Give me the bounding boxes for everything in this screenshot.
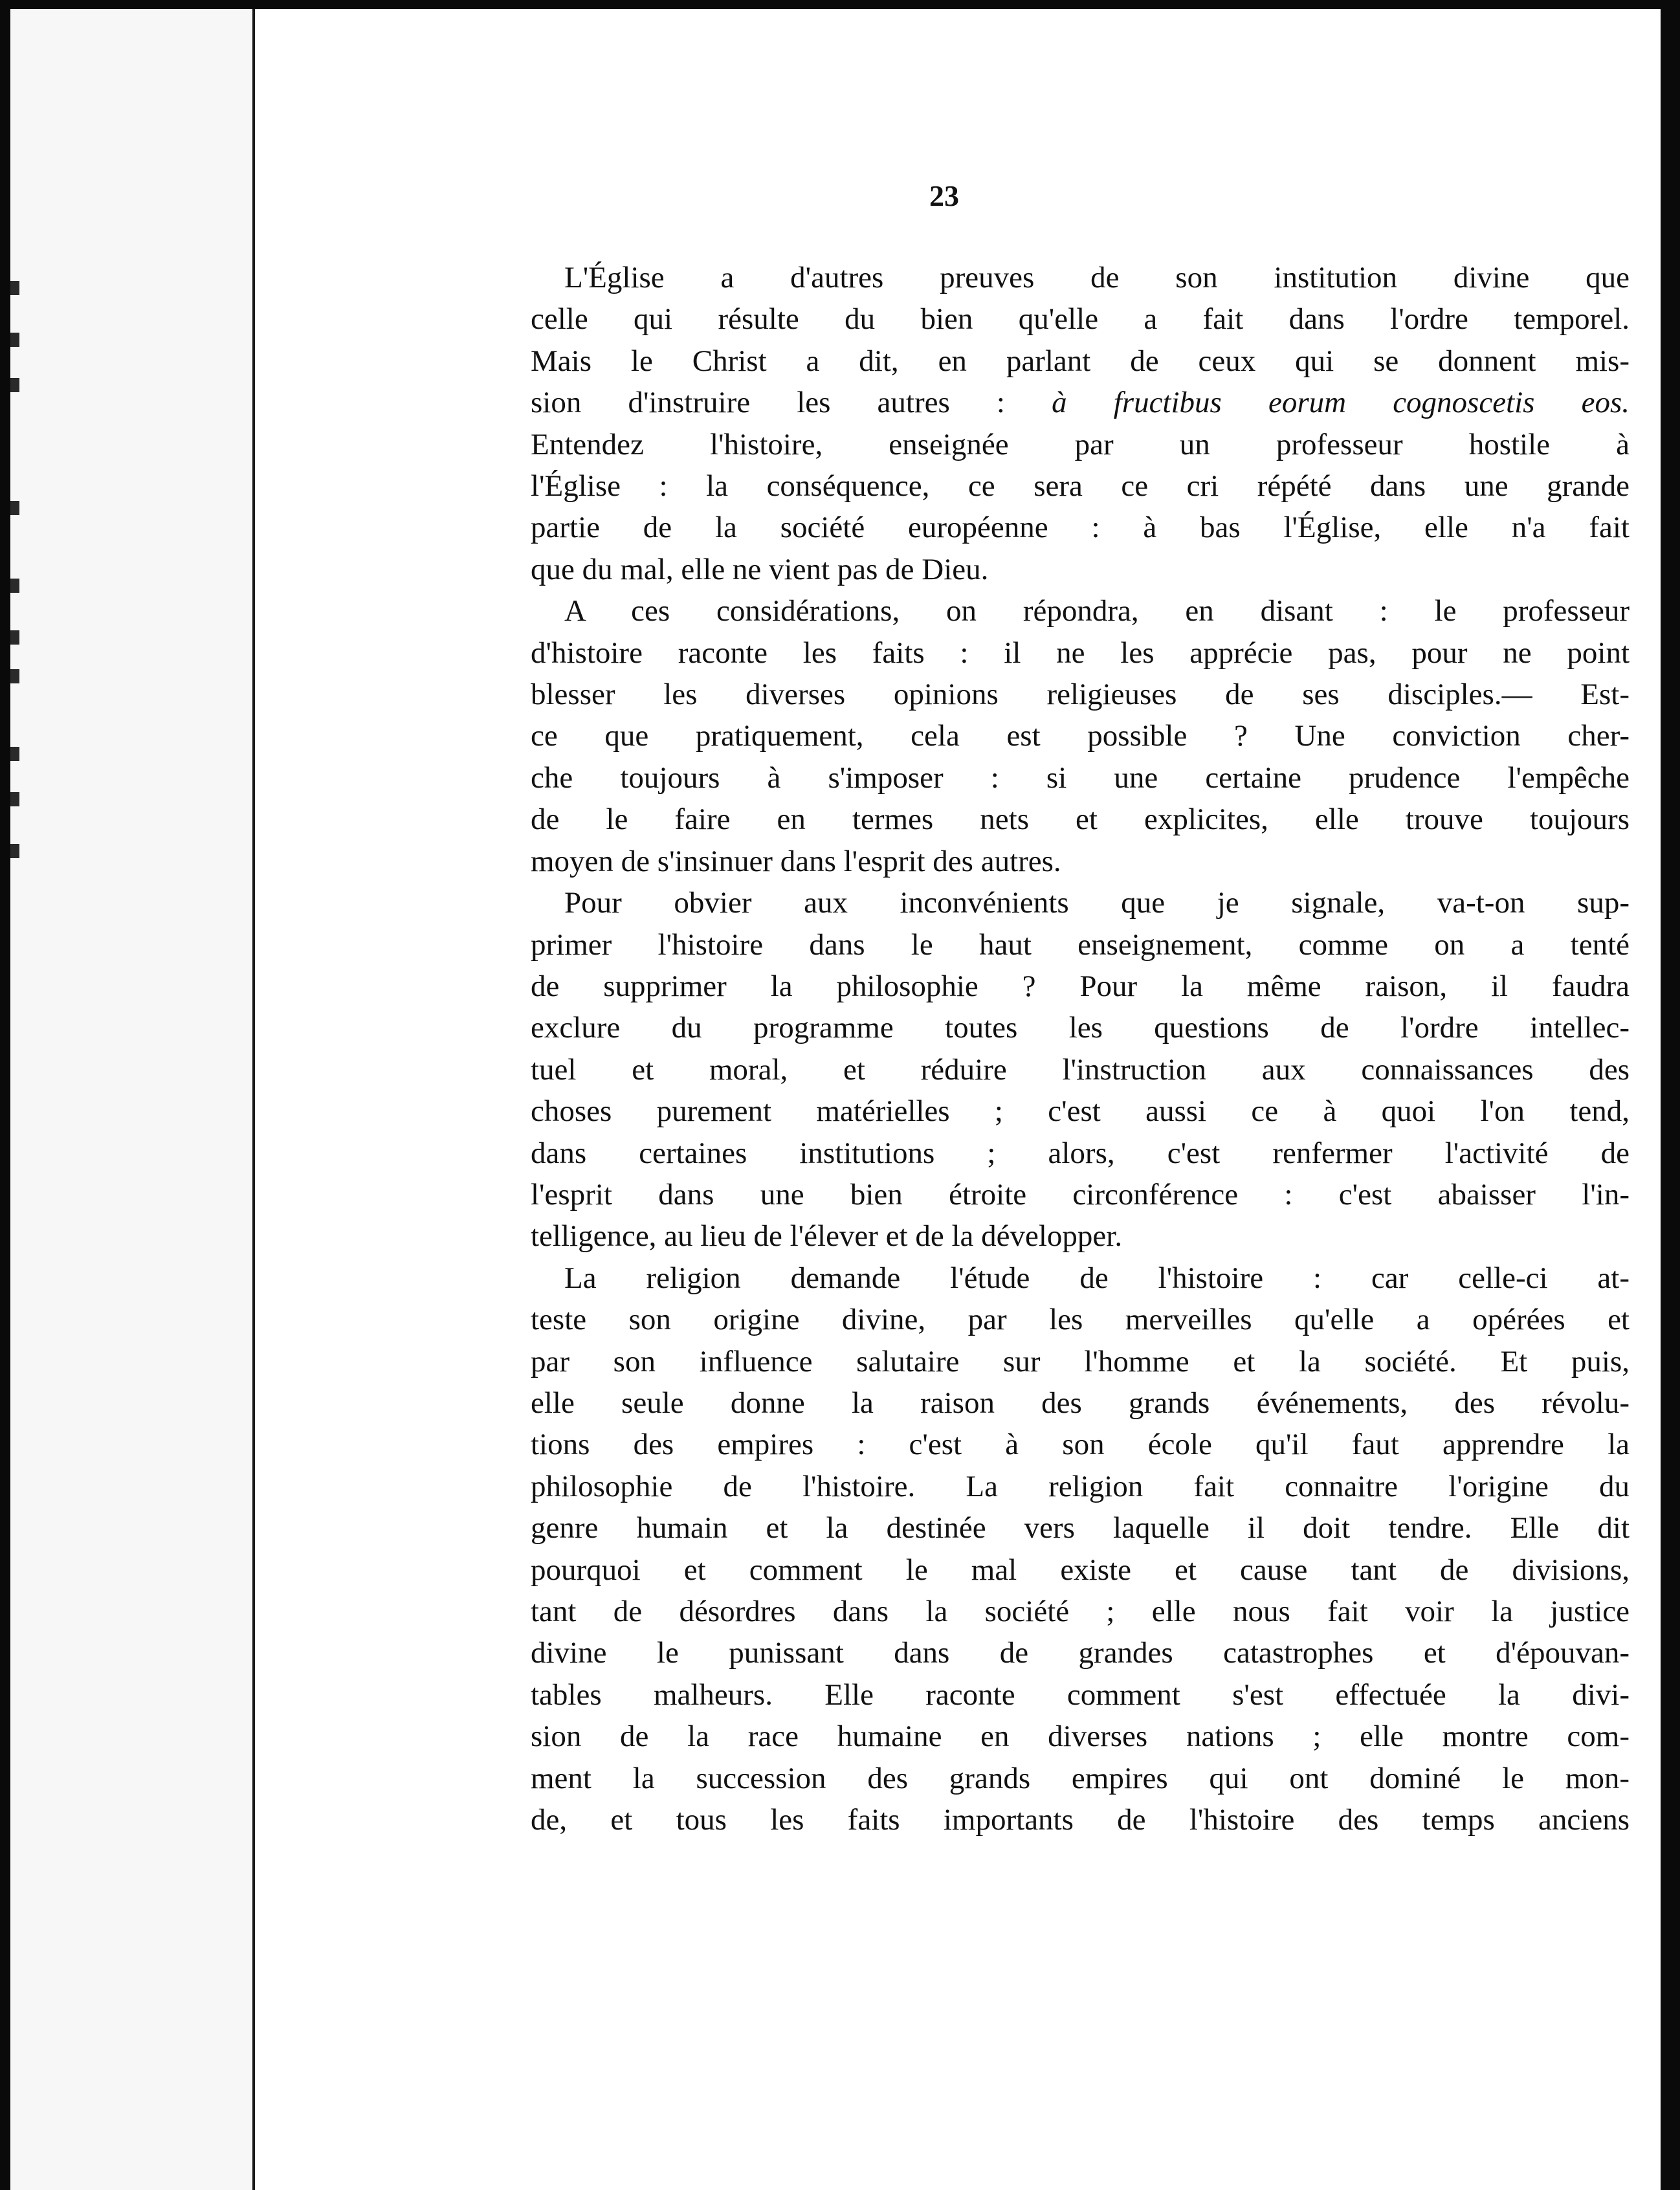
text-line: Entendez l'histoire, enseignée par un professeur hostile à	[531, 427, 1630, 461]
text-line: telligence, au lieu de l'élever et de la développer.	[531, 1219, 1123, 1254]
text-line: dans certaines institutions ; alors, c'est renfermer l'activité de	[531, 1136, 1630, 1170]
scan-border-right	[1661, 0, 1680, 2190]
text-line: ment la succession des grands empires qui ont dominé le mon-	[531, 1761, 1630, 1795]
text-line: moyen de s'insinuer dans l'esprit des autres.	[531, 844, 1061, 878]
body-text	[497, 257, 1630, 1841]
text-line: tant de désordres dans la société ; elle nous fait voir la justice	[531, 1595, 1630, 1628]
previous-page-edge	[10, 9, 255, 2190]
ink-bleed-mark	[10, 378, 19, 392]
latin-quotation: à fructibus eorum cognoscetis eos.	[1052, 386, 1630, 420]
ink-bleed-mark	[10, 333, 19, 347]
text-line: Mais le Christ a dit, en parlant de ceux qui se donnent mis-	[531, 344, 1630, 378]
paragraph	[497, 590, 1630, 882]
text-line: de supprimer la philosophie ? Pour la même raison, il faudra	[531, 969, 1630, 1003]
text-line: celle qui résulte du bien qu'elle a fait dans l'ordre temporel.	[531, 302, 1630, 337]
text-line: philosophie de l'histoire. La religion fait connaitre l'origine du	[531, 1469, 1630, 1503]
text-line: choses purement matérielles ; c'est aussi ce à quoi l'on tend,	[531, 1094, 1630, 1129]
text-line: primer l'histoire dans le haut enseignement, comme on a tenté	[531, 927, 1630, 962]
text-line: teste son origine divine, par les merveilles qu'elle a opérées et	[531, 1303, 1630, 1337]
text-line: pourquoi et comment le mal existe et cause tant de divisions,	[531, 1553, 1630, 1587]
text-line: de, et tous les faits importants de l'histoire des temps anciens	[531, 1803, 1630, 1837]
text-line: exclure du programme toutes les questions de l'ordre intellec-	[531, 1011, 1630, 1045]
text-line: divine le punissant dans de grandes catastrophes et d'épouvan-	[531, 1636, 1630, 1670]
ink-bleed-mark	[10, 792, 19, 806]
ink-bleed-mark	[10, 669, 19, 683]
text-line: sion d'instruire les autres : à fructibus eorum cognoscetis eos.	[531, 386, 1630, 420]
text-line: sion de la race humaine en diverses nations ; elle montre com-	[531, 1720, 1630, 1754]
paragraph	[497, 882, 1630, 1257]
text-line: partie de la société européenne : à bas l'Église, elle n'a fait	[531, 511, 1630, 545]
text-line: d'histoire raconte les faits : il ne les apprécie pas, pour ne point	[531, 636, 1630, 670]
text-line: tions des empires : c'est à son école qu'il faut apprendre la	[531, 1428, 1630, 1462]
text-line: genre humain et la destinée vers laquelle il doit tendre. Elle dit	[531, 1511, 1630, 1545]
text-line: La religion demande l'étude de l'histoire : car celle-ci at-	[564, 1261, 1630, 1295]
text-line: l'esprit dans une bien étroite circonférence : c'est abaisser l'in-	[531, 1177, 1630, 1211]
scan-border-left	[0, 0, 10, 2190]
text-line: l'Église : la conséquence, ce sera ce cri répété dans une grande	[531, 469, 1630, 503]
text-line: Pour obvier aux inconvénients que je signale, va-t-on sup-	[564, 886, 1630, 920]
text-line: tuel et moral, et réduire l'instruction aux connaissances des	[531, 1052, 1630, 1087]
ink-bleed-mark	[10, 844, 19, 858]
text-line: A ces considérations, on répondra, en disant : le professeur	[564, 594, 1630, 628]
text-line: tables malheurs. Elle raconte comment s'est effectuée la divi-	[531, 1677, 1630, 1712]
ink-bleed-mark	[10, 579, 19, 593]
text-line: que du mal, elle ne vient pas de Dieu.	[531, 552, 989, 586]
text-line: blesser les diverses opinions religieuses de ses disciples.— Est-	[531, 678, 1630, 712]
paragraph	[497, 257, 1630, 590]
ink-bleed-mark	[10, 630, 19, 645]
text-line: che toujours à s'imposer : si une certaine prudence l'empêche	[531, 760, 1630, 795]
ink-bleed-mark	[10, 747, 19, 761]
text-line: de le faire en termes nets et explicites, elle trouve toujours	[531, 802, 1630, 837]
ink-bleed-mark	[10, 281, 19, 295]
page-number: 23	[929, 179, 959, 212]
paragraph	[497, 1257, 1630, 1841]
scan-border-top	[0, 0, 1680, 9]
ink-bleed-mark	[10, 501, 19, 515]
text-line: elle seule donne la raison des grands événements, des révolu-	[531, 1386, 1630, 1420]
book-page	[255, 9, 1661, 2190]
text-line: L'Église a d'autres preuves de son institution divine que	[564, 261, 1630, 294]
text-line: par son influence salutaire sur l'homme et la société. Et puis,	[531, 1344, 1630, 1378]
text-line: ce que pratiquement, cela est possible ? Une conviction cher-	[531, 719, 1630, 753]
